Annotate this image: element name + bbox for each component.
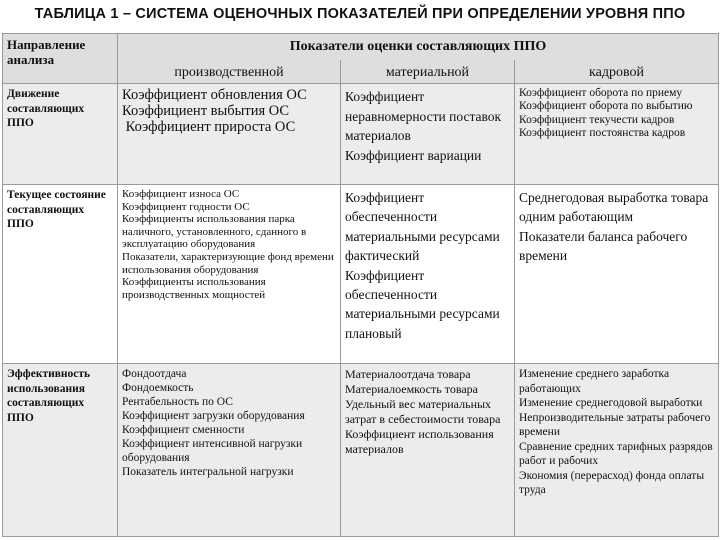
material-cell xyxy=(341,364,515,537)
personnel-cell xyxy=(515,364,719,537)
indicator: Коэффициент вариации xyxy=(345,147,482,163)
indicator: Изменение среднегодовой выработки xyxy=(519,397,703,409)
indicator: Фондоотдача xyxy=(122,368,187,380)
row-label: Эффективность использования составляющих ППО xyxy=(3,364,118,537)
indicator: Показатели, характеризующие фонд времени использования оборудования xyxy=(122,250,334,276)
indicator: Среднегодовая выработка товара одним работающим xyxy=(519,190,709,225)
indicator: Коэффициент сменности xyxy=(122,424,245,436)
indicator: Коэффициент постоянства кадров xyxy=(519,127,686,140)
row-label: Движение составляющих ППО xyxy=(3,84,118,185)
table-row xyxy=(3,364,719,537)
indicators-group-header: Показатели оценки составляющих ППО xyxy=(118,34,719,60)
column-header-material: материальной xyxy=(341,60,515,84)
indicator: Коэффициент оборота по приему xyxy=(519,87,683,99)
personnel-cell xyxy=(515,185,719,364)
indicator: Коэффициент прироста ОС xyxy=(122,119,296,135)
indicator: Материалоотдача товара xyxy=(345,367,471,381)
indicator: Коэффициент выбытия ОС xyxy=(122,103,290,119)
indicator: Коэффициент обеспеченности материальными ресурсами фактический xyxy=(345,190,500,264)
table-row xyxy=(3,185,719,364)
production-cell xyxy=(118,84,341,185)
material-cell xyxy=(341,84,515,185)
indicator: Коэффициент использования материалов xyxy=(345,427,494,456)
indicator: Коэффициенты использования производственных мощностей xyxy=(122,276,266,301)
material-cell xyxy=(341,185,515,364)
production-cell xyxy=(118,185,341,364)
indicator: Сравнение средних тарифных разрядов работ и рабочих xyxy=(519,440,713,467)
indicator: Удельный вес материальных затрат в себестоимости товара xyxy=(345,397,501,426)
indicator: Коэффициент обеспеченности материальными ресурсами плановый xyxy=(345,267,500,341)
indicator: Показатель интегральной нагрузки xyxy=(122,466,294,478)
row-label: Текущее состояние составляющих ППО xyxy=(3,185,118,364)
indicator: Экономия (перерасход) фонда оплаты труда xyxy=(519,469,705,496)
indicator: Коэффициент неравномерности поставок материалов xyxy=(345,89,502,143)
indicator: Рентабельность по ОС xyxy=(122,396,233,408)
indicator: Фондоемкость xyxy=(122,382,194,394)
indicator: Коэффициент износа ОС xyxy=(122,188,240,200)
personnel-cell xyxy=(515,84,719,185)
indicator: Изменение среднего заработка работающих xyxy=(519,368,670,395)
column-header-production: производственной xyxy=(118,60,341,84)
indicator: Непроизводительные затраты рабочего времени xyxy=(519,411,711,438)
indicator: Коэффициент годности ОС xyxy=(122,200,250,213)
indicator: Коэффициент интенсивной нагрузки оборудования xyxy=(122,438,303,464)
indicator: Коэффициент обновления ОС xyxy=(122,87,307,103)
indicator: Показатели баланса рабочего времени xyxy=(519,228,688,264)
indicator: Коэффициент оборота по выбытию xyxy=(519,100,693,113)
indicator: Коэффициенты использования парка наличного, установленного, сданного в эксплуатацию оборудования xyxy=(122,213,307,251)
table-row xyxy=(3,84,719,185)
indicator: Материалоемкость товара xyxy=(345,382,478,396)
column-header-personnel: кадровой xyxy=(515,60,719,84)
direction-header: Направление анализа xyxy=(3,34,118,84)
indicator: Коэффициент загрузки оборудования xyxy=(122,410,305,422)
indicator: Коэффициент текучести кадров xyxy=(519,113,675,126)
page-title: ТАБЛИЦА 1 – СИСТЕМА ОЦЕНОЧНЫХ ПОКАЗАТЕЛЕЙ ПРИ ОПРЕДЕЛЕНИИ УРОВНЯ ППО xyxy=(34,6,686,22)
production-cell xyxy=(118,364,341,537)
indicators-table xyxy=(2,33,719,537)
